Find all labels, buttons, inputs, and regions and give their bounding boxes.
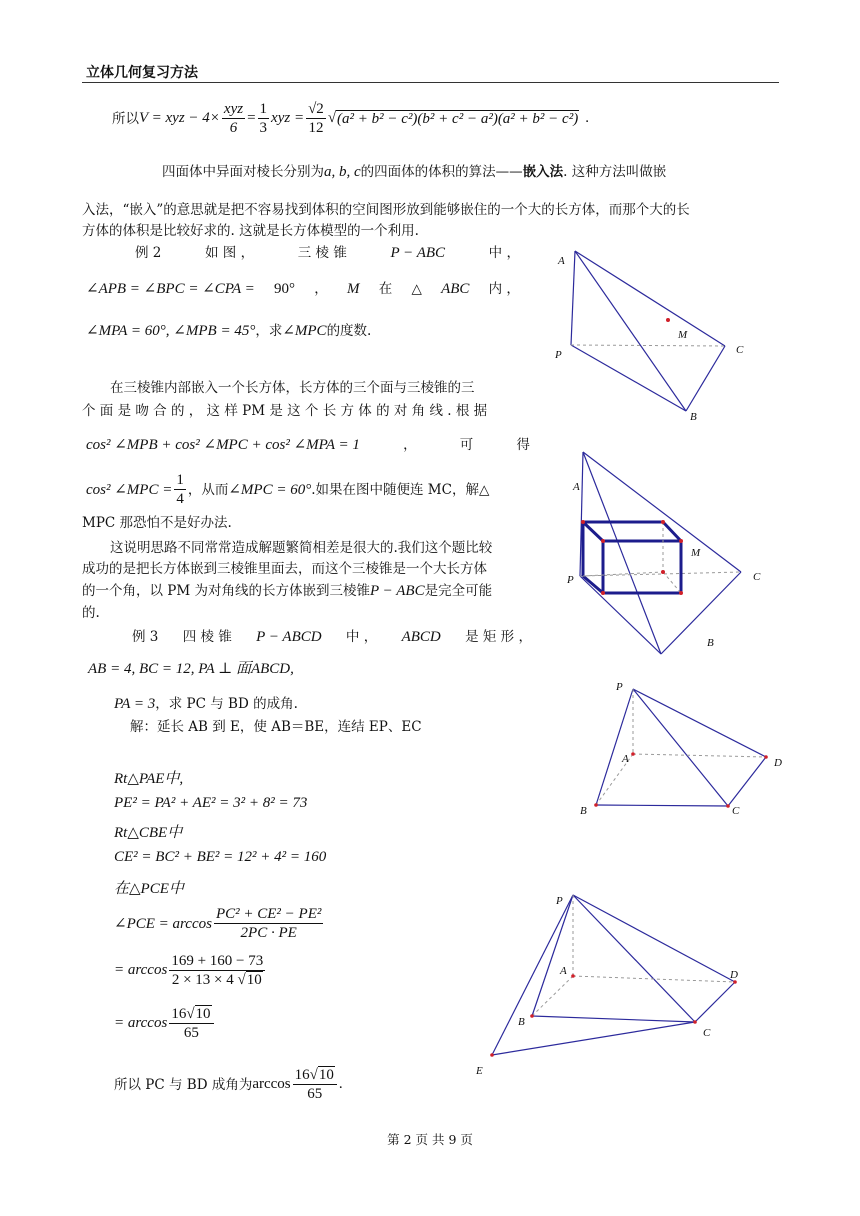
example3-line1	[132, 627, 532, 647]
calc-math: ∠PCE = arccos	[114, 916, 212, 932]
fraction-numerator: 169 + 160 − 73	[171, 953, 264, 969]
box-vertex	[601, 539, 605, 543]
fraction-denominator: 65	[307, 1086, 323, 1102]
figure-pyramid-extended	[470, 888, 760, 1088]
fraction-numerator: 16√10	[293, 1066, 337, 1085]
point-E	[490, 1053, 494, 1057]
para1-math: a, b, c	[324, 164, 361, 180]
label-B: B	[518, 1016, 525, 1028]
solution2-text: .如果在图中随便连 MC，解△	[311, 481, 490, 498]
example3-math: PA = 3	[114, 696, 156, 712]
edge-AB	[575, 251, 686, 411]
point-A	[571, 974, 575, 978]
solution2-p3	[86, 435, 530, 455]
solution2-math: ∠MPC = 60°	[228, 481, 312, 498]
calc-line1: Rt△PAE中,	[114, 771, 184, 787]
solution2-p7: 成功的是把长方体嵌到三棱锥里面去，而这个三棱锥是一个大长方体	[82, 561, 487, 577]
example2-math: ∠APB = ∠BPC = ∠CPA =	[86, 281, 255, 297]
box-front-face	[603, 541, 681, 593]
example2-text: 如 图 ，	[205, 245, 255, 261]
fraction-denominator: 65	[183, 1025, 199, 1041]
example2-math: ∠MPA = 60°, ∠MPB = 45°	[86, 323, 256, 339]
example3-line2: AB = 4, BC = 12, PA ⊥ 面ABCD,	[88, 661, 294, 677]
fraction-numerator: PC² + CE² − PE²	[215, 906, 322, 922]
label-A: A	[573, 481, 580, 493]
solution2-text: 可	[459, 437, 474, 453]
solution2-math: cos² ∠MPB + cos² ∠MPC + cos² ∠MPA = 1	[86, 437, 360, 453]
solution2-text: ，从而	[187, 481, 229, 498]
solution2-p1: 在三棱锥内部嵌入一个长方体，长方体的三个面与三棱锥的三	[110, 380, 475, 396]
edge-PC	[633, 689, 728, 806]
label-P: P	[616, 681, 623, 693]
example2-math: 90°	[274, 281, 295, 297]
box-hidden-edges	[583, 522, 681, 593]
edge-PB	[571, 345, 686, 411]
example2-text: 内 ，	[488, 281, 520, 297]
calc-line3: Rt△CBE中	[114, 825, 183, 841]
example3-text: 四 棱 锥	[182, 629, 232, 645]
calc-text: 所以 PC 与 BD 成角为	[114, 1076, 253, 1093]
fraction-denominator: 4	[176, 491, 184, 507]
figure-tetrahedron-embedded-box	[555, 440, 785, 660]
box-vertex	[601, 591, 605, 595]
example2-text: 的度数.	[326, 323, 372, 339]
solution2-math: cos² ∠MPC =	[86, 481, 173, 498]
point-M	[661, 570, 665, 574]
fraction-denominator: 12	[308, 120, 324, 136]
para1-line1	[162, 162, 666, 182]
example2-math: M	[346, 281, 360, 297]
label-C: C	[753, 571, 761, 583]
example2-text: 在	[378, 281, 393, 297]
edge-CD	[695, 982, 735, 1022]
label-M: M	[678, 329, 688, 341]
fraction-denominator: 6	[229, 120, 238, 136]
fraction-final	[293, 1066, 337, 1103]
solution2-text: 是完全可能	[424, 583, 493, 599]
example2-label: 例 2	[135, 245, 162, 261]
example3-math: P − ABCD	[256, 629, 322, 645]
formula-prefix: 所以	[112, 110, 139, 127]
fraction-denominator: 2PC · PE	[240, 925, 297, 941]
edge-PC	[573, 895, 695, 1022]
page-footer: 第 2 页 共 9 页	[387, 1132, 473, 1147]
label-C: C	[732, 805, 740, 817]
numerator-radicand: 10	[318, 1067, 334, 1083]
figure-tetrahedron-1	[540, 240, 770, 425]
label-A: A	[560, 965, 567, 977]
example2-line1	[135, 243, 520, 263]
solution2-text: 的一个角，以 PM 为对角线的长方体嵌到三棱锥	[82, 583, 370, 599]
box-vertex	[581, 520, 585, 524]
edge-CD	[728, 757, 766, 806]
label-D: D	[774, 757, 782, 769]
para1-line2: 入法，“嵌入”的意思就是把不容易找到体积的空间图形放到能够嵌住的一个大的长方体，而那个大的长	[82, 202, 690, 218]
para1-bold: 嵌入法	[522, 164, 564, 180]
example2-text: 三 棱 锥	[297, 245, 347, 261]
calc-line7	[114, 952, 267, 989]
calc-math: arccos	[252, 1076, 291, 1092]
calc-line9	[114, 1066, 343, 1103]
para1-text: . 这种方法叫做嵌	[563, 164, 667, 180]
calc-line2: PE² = PA² + AE² = 3² + 8² = 73	[114, 795, 308, 811]
label-B: B	[580, 805, 587, 817]
edge-PD	[633, 689, 766, 757]
edge-AC	[575, 251, 725, 346]
edge-BC	[532, 1016, 695, 1022]
box-vertex	[679, 591, 683, 595]
header-rule	[82, 82, 779, 83]
solution2-p9: 的.	[82, 605, 100, 621]
solution2-p8	[82, 581, 492, 601]
example2-math: P − ABC	[390, 245, 446, 261]
calc-line5: 在△PCE中	[114, 881, 184, 897]
example3-label: 例 3	[132, 629, 159, 645]
label-P: P	[556, 895, 563, 907]
edge-PB	[596, 689, 633, 805]
fraction-pce	[214, 905, 323, 942]
formula-end: .	[585, 110, 589, 126]
example3-line3	[114, 694, 298, 714]
para1-line3: 方体的体积是比较好求的. 这就是长方体模型的一个利用.	[82, 223, 419, 239]
denominator-part: 2 × 13 × 4	[171, 972, 234, 988]
edge-CB	[661, 572, 741, 654]
formula-eq: =	[247, 110, 256, 126]
box-hidden-bottom-right	[663, 572, 681, 593]
fraction-numeric	[169, 952, 265, 989]
label-B: B	[707, 637, 714, 649]
para1-text: 四面体中异面对棱长分别为	[162, 164, 324, 180]
box-top-left-edge	[583, 522, 603, 541]
example2-math: ABC	[441, 281, 470, 297]
example3-text: 是 矩 形 ，	[465, 629, 532, 645]
point-C	[693, 1020, 697, 1024]
fraction-numerator: 1	[176, 472, 184, 488]
point-B	[594, 803, 598, 807]
label-P: P	[555, 349, 562, 361]
fraction-1-3	[258, 100, 270, 137]
fraction-1-4	[174, 471, 186, 508]
calc-math: = arccos	[114, 962, 168, 978]
solution2-p6: 这说明思路不同常常造成解题繁简相差是很大的.我们这个题比较	[110, 540, 493, 556]
box-bottom-left-edge	[583, 576, 603, 593]
point-M	[666, 318, 670, 322]
sqrt-sign: √	[327, 110, 337, 126]
embedded-box	[583, 522, 681, 593]
fraction-numerator: 16√10	[169, 1005, 213, 1024]
fraction-sqrt2-12	[306, 100, 326, 137]
volume-formula	[112, 100, 589, 137]
label-M: M	[691, 547, 701, 559]
box-vertex	[661, 520, 665, 524]
edge-PC-hidden	[571, 345, 725, 346]
label-C: C	[703, 1027, 711, 1039]
edge-PD	[573, 895, 735, 982]
fraction-result	[169, 1005, 213, 1042]
calc-end: .	[338, 1076, 343, 1092]
example2-text: ，	[314, 281, 328, 297]
solution2-math: P − ABC	[370, 583, 425, 599]
solution2-text: ，	[403, 437, 417, 453]
example2-line2	[86, 279, 520, 299]
label-E: E	[476, 1065, 483, 1077]
edge-AP	[571, 251, 575, 345]
edge-PB	[580, 576, 661, 654]
box-vertex	[679, 539, 683, 543]
example3-line4: 解：延长 AB 到 E，使 AB＝BE，连结 EP、EC	[130, 719, 422, 735]
fraction-denominator: 3	[259, 120, 268, 136]
label-B: B	[690, 411, 697, 423]
calc-line4: CE² = BC² + BE² = 12² + 4² = 160	[114, 849, 327, 865]
fraction-numerator: √2	[308, 101, 324, 117]
calc-math: = arccos	[114, 1015, 168, 1031]
fraction-numerator: 1	[259, 101, 268, 117]
para1-text: 的四面体的体积的算法——	[360, 164, 523, 180]
example2-text: ，求	[255, 323, 283, 339]
edge-BC	[596, 805, 728, 806]
example3-math: ABCD	[401, 629, 441, 645]
fraction-xyz-6	[222, 100, 245, 137]
fraction-numerator: xyz	[223, 101, 244, 117]
point-D	[764, 755, 768, 759]
example2-text: △	[411, 281, 422, 297]
point-B	[530, 1014, 534, 1018]
figure-pyramid-1	[570, 678, 790, 818]
example3-text: ，求 PC 与 BD 的成角.	[155, 696, 298, 712]
label-D: D	[730, 969, 738, 981]
fraction-denominator: 2 × 13 × 4 √10	[171, 972, 262, 988]
formula-lhs: V = xyz − 4×	[139, 110, 220, 126]
solution2-p5: MPC 那恐怕不是好办法.	[82, 515, 232, 531]
example2-text: 中 ，	[488, 245, 520, 261]
example3-text: 中 ，	[345, 629, 378, 645]
edge-CB	[686, 346, 725, 411]
formula-xyz: xyz =	[271, 110, 305, 126]
solution2-text: 得	[516, 437, 530, 453]
solution2-p4	[86, 471, 489, 508]
edge-PB	[532, 895, 573, 1016]
edge-AD-hidden	[633, 754, 766, 757]
label-C: C	[736, 344, 744, 356]
numerator-radicand: 10	[195, 1006, 211, 1022]
label-P: P	[567, 574, 574, 586]
calc-line8	[114, 1005, 216, 1042]
numerator-part: 16	[294, 1067, 310, 1083]
page-header-title: 立体几何复习方法	[86, 65, 198, 81]
example2-math: ∠MPC	[282, 323, 327, 339]
formula-radicand: (a² + b² − c²)(b² + c² − a²)(a² + b² − c²)	[337, 110, 579, 127]
label-A: A	[558, 255, 565, 267]
point-C	[726, 804, 730, 808]
denominator-radicand: 10	[246, 972, 262, 988]
solution2-p2: 个 面 是 吻 合 的 ， 这 样 PM 是 这 个 长 方 体 的 对 角 线 . 根 据	[82, 403, 488, 419]
label-A: A	[622, 753, 629, 765]
numerator-part: 16	[171, 1006, 187, 1022]
calc-line6	[114, 905, 325, 942]
point-A	[631, 752, 635, 756]
example2-line3	[86, 321, 371, 341]
